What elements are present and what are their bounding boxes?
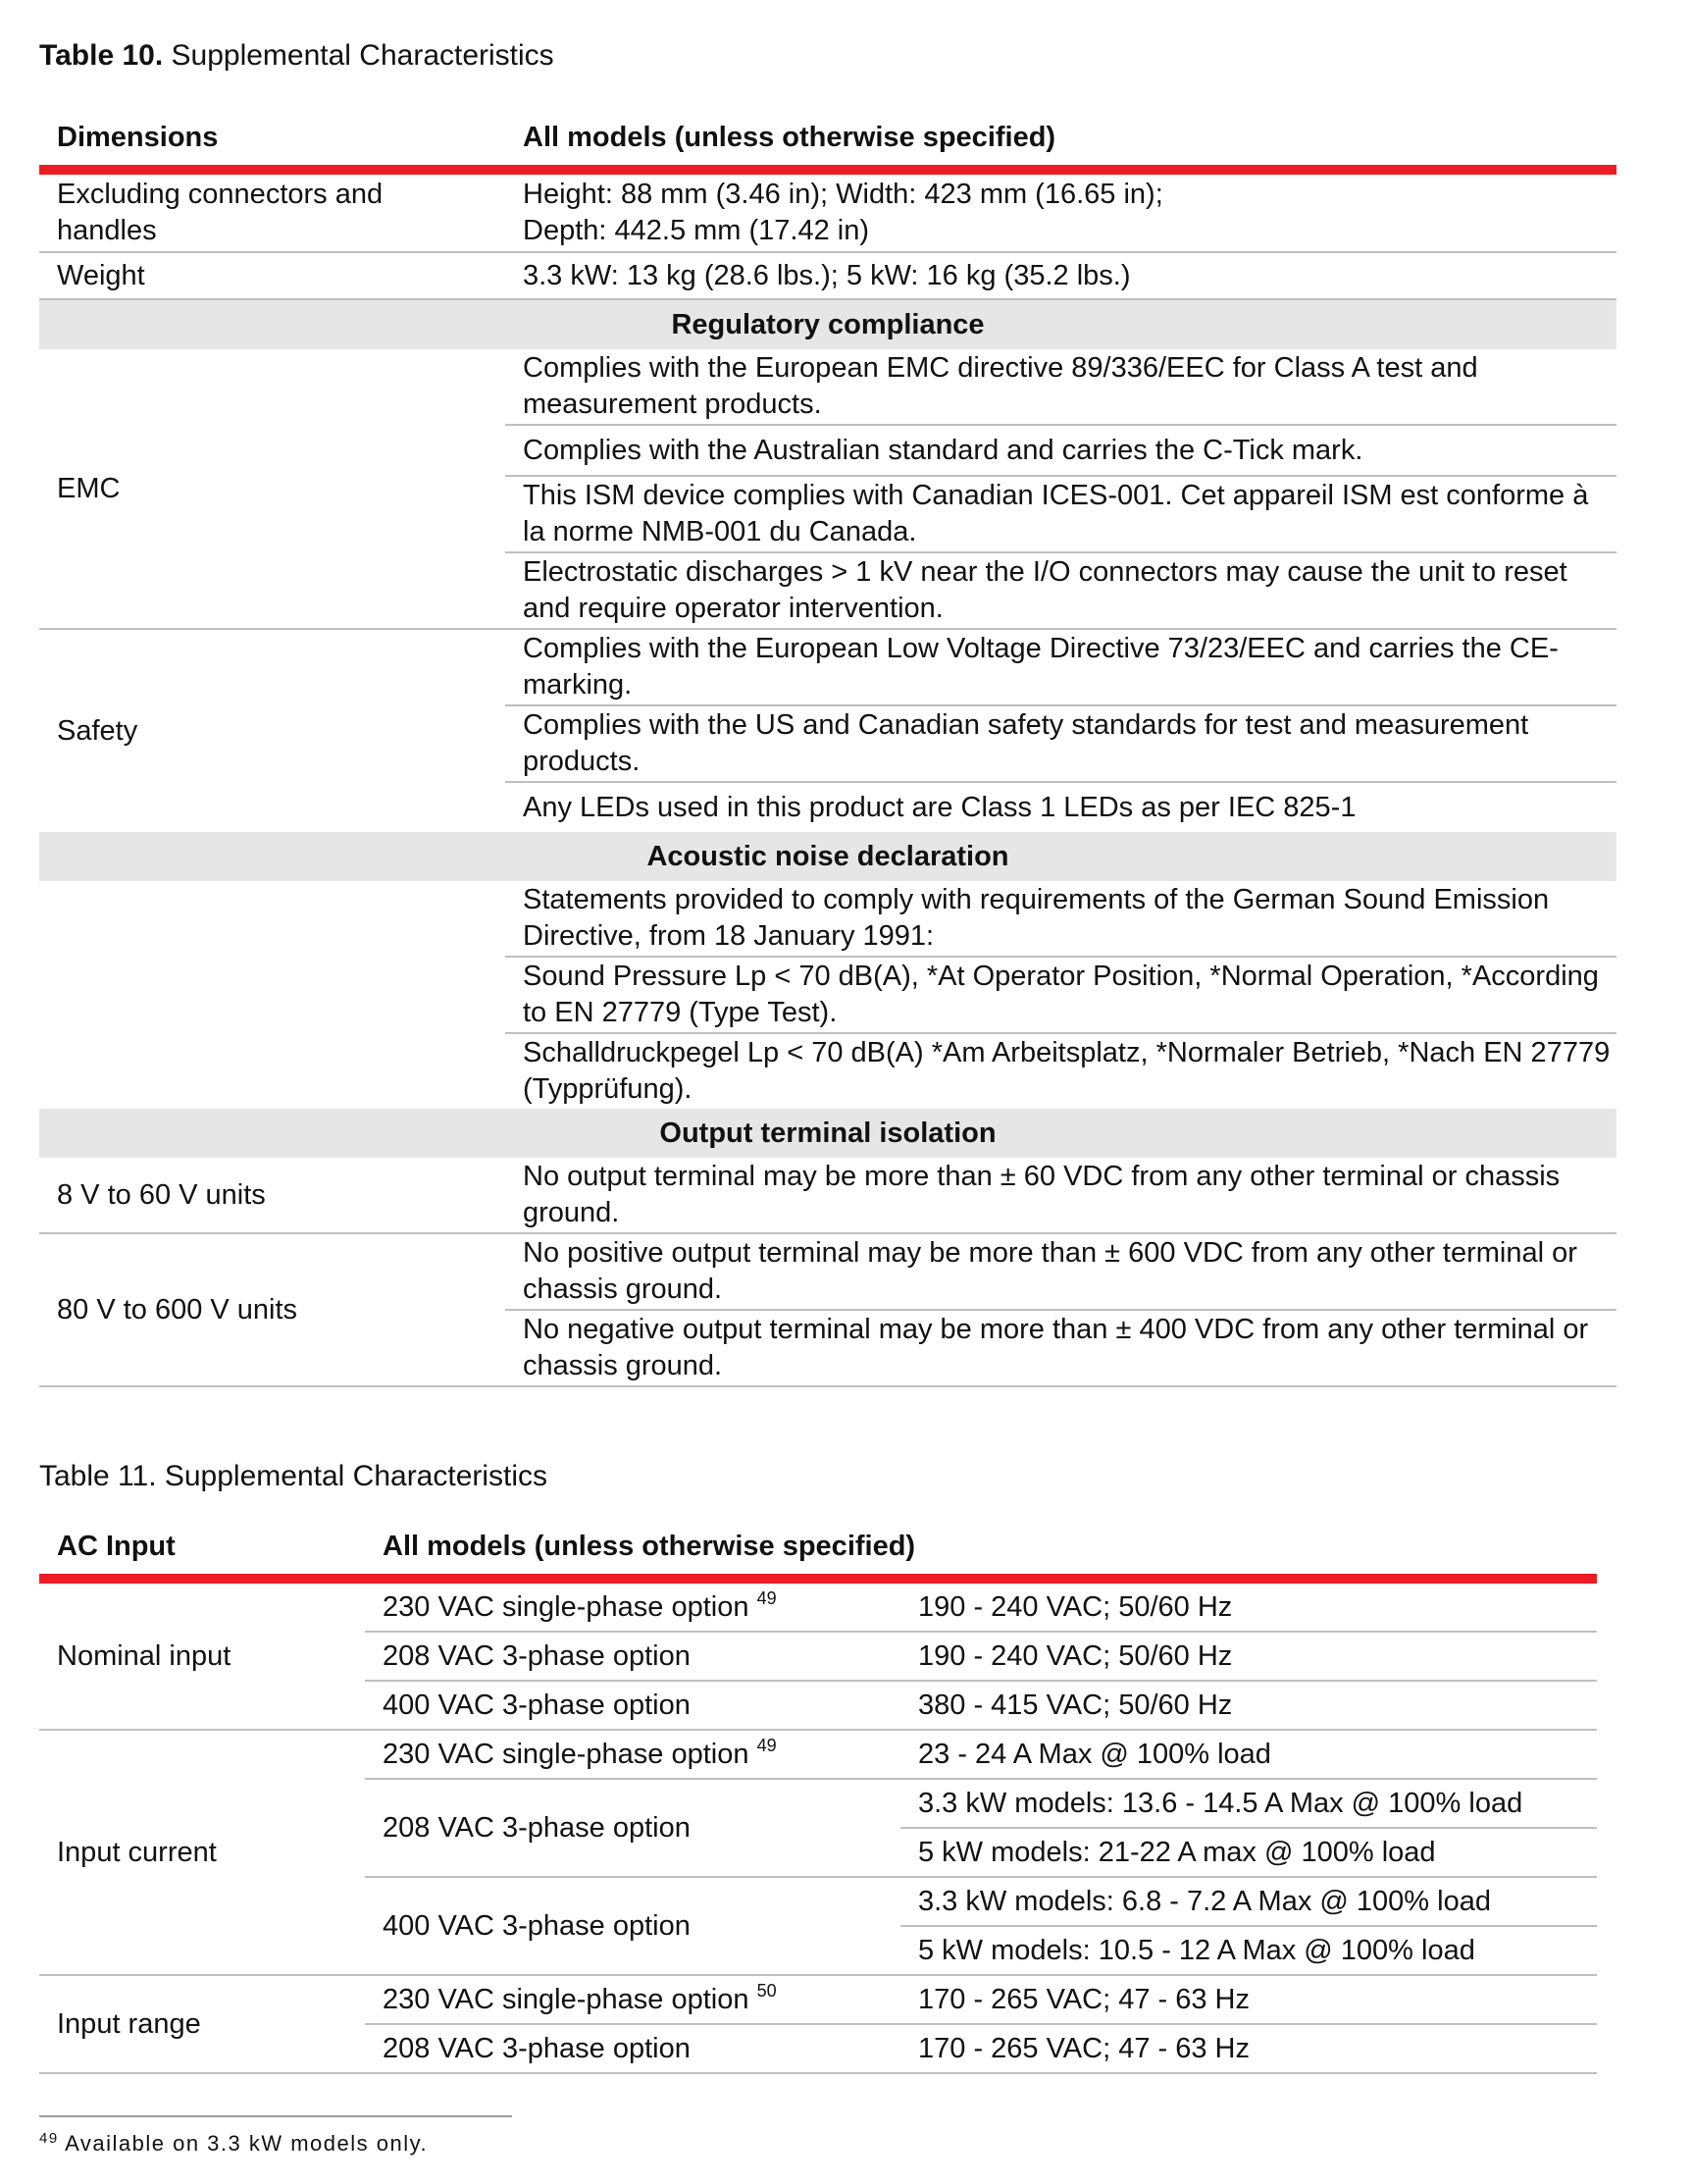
nominal-input-label: Nominal input [39, 1579, 365, 1730]
option-400: 400 VAC 3-phase option [365, 1877, 900, 1975]
table10-col-all-models: All models (unless otherwise specified) [505, 110, 1616, 170]
table11-caption: Table 11. Supplemental Characteristics [39, 1460, 548, 1492]
emc-statement: This ISM device complies with Canadian ICES-001. Cet appareil ISM est conforme à la norme NMB-001 du Canada. [505, 476, 1616, 552]
table10-caption: Table 10. Supplemental Characteristics [39, 39, 554, 72]
current-208-value: 3.3 kW models: 13.6 - 14.5 A Max @ 100% load [900, 1779, 1597, 1828]
option-208: 208 VAC 3-phase option [365, 1632, 900, 1681]
iso-80v-value: No positive output terminal may be more than ± 600 VDC from any other terminal or chassis ground. [505, 1233, 1616, 1310]
safety-statement: Complies with the European Low Voltage Directive 73/23/EEC and carries the CE-marking. [505, 629, 1616, 705]
option-208: 208 VAC 3-phase option [365, 2024, 900, 2073]
acoustic-statement: Sound Pressure Lp < 70 dB(A), *At Operator Position, *Normal Operation, *According to EN 27779 (Type Test). [505, 957, 1616, 1033]
nominal-400-value: 380 - 415 VAC; 50/60 Hz [900, 1681, 1597, 1730]
iso-8v-value: No output terminal may be more than ± 60 VDC from any other terminal or chassis ground. [505, 1158, 1616, 1233]
table11-col-ac-input: AC Input [39, 1519, 365, 1579]
safety-statement: Complies with the US and Canadian safety standards for test and measurement products. [505, 705, 1616, 782]
table11 [39, 1519, 1597, 2074]
weight-label: Weight [39, 252, 505, 299]
current-400-value: 5 kW models: 10.5 - 12 A Max @ 100% load [900, 1926, 1597, 1975]
input-current-label: Input current [39, 1730, 365, 1975]
option-208: 208 VAC 3-phase option [365, 1779, 900, 1877]
safety-statement: Any LEDs used in this product are Class 1 LEDs as per IEC 825-1 [523, 791, 1357, 823]
emc-label: EMC [39, 349, 505, 629]
footnote-divider [39, 2115, 512, 2117]
range-208-value: 170 - 265 VAC; 47 - 63 Hz [900, 2024, 1597, 2073]
table11-col-all-models: All models (unless otherwise specified) [365, 1519, 1597, 1579]
range-230-value: 170 - 265 VAC; 47 - 63 Hz [900, 1975, 1597, 2024]
emc-statement: Electrostatic discharges > 1 kV near the I/O connectors may cause the unit to reset and require operator intervention. [505, 552, 1616, 629]
weight-value: 3.3 kW: 13 kg (28.6 lbs.); 5 kW: 16 kg (35.2 lbs.) [505, 252, 1616, 299]
section-acoustic: Acoustic noise declaration [39, 832, 1616, 881]
footnote-ref: 49 [756, 1735, 777, 1755]
emc-statement: Complies with the European EMC directive 89/336/EEC for Class A test and measurement products. [505, 349, 1616, 425]
iso-8v-label: 8 V to 60 V units [39, 1158, 505, 1233]
nominal-208-value: 190 - 240 VAC; 50/60 Hz [900, 1632, 1597, 1681]
acoustic-label-empty [39, 881, 505, 1109]
table10 [39, 110, 1616, 1387]
current-400-value: 3.3 kW models: 6.8 - 7.2 A Max @ 100% load [900, 1877, 1597, 1926]
emc-statement: Complies with the Australian standard and carries the C-Tick mark. [505, 425, 1616, 476]
option-230: 230 VAC single-phase option $^{50}$ [365, 1975, 900, 2024]
dims-label: Excluding connectors and handles [39, 170, 505, 252]
iso-80v-value: No negative output terminal may be more than ± 400 VDC from any other terminal or chassis ground. [505, 1310, 1616, 1386]
table10-col-dimensions: Dimensions [39, 110, 505, 170]
section-regulatory: Regulatory compliance [39, 299, 1616, 349]
footnote: $^{49}$ Available on 3.3 kW models only. [39, 2130, 429, 2156]
current-230-value: 23 - 24 A Max @ 100% load [900, 1730, 1597, 1779]
acoustic-statement: Schalldruckpegel Lp < 70 dB(A) *Am Arbeitsplatz, *Normaler Betrieb, *Nach EN 27779 (Typprüfung). [523, 1037, 1611, 1105]
nominal-230-value: 190 - 240 VAC; 50/60 Hz [900, 1579, 1597, 1632]
safety-label: Safety [57, 714, 138, 747]
footnote-ref: 50 [756, 1980, 777, 2001]
section-isolation: Output terminal isolation [39, 1109, 1616, 1158]
option-230: 230 VAC single-phase option $^{49}$ [365, 1730, 900, 1779]
current-208-value: 5 kW models: 21-22 A max @ 100% load [900, 1828, 1597, 1877]
input-range-label: Input range [39, 1975, 365, 2073]
option-400: 400 VAC 3-phase option [365, 1681, 900, 1730]
option-230: 230 VAC single-phase option $^{49}$ [365, 1579, 900, 1632]
iso-80v-label: 80 V to 600 V units [39, 1233, 505, 1386]
dims-value: Height: 88 mm (3.46 in); Width: 423 mm (16.65 in); Depth: 442.5 mm (17.42 in) [505, 170, 1616, 252]
footnote-ref: 49 [756, 1587, 777, 1608]
acoustic-statement: Statements provided to comply with requirements of the German Sound Emission Directive, from 18 January 1991: [505, 881, 1616, 957]
